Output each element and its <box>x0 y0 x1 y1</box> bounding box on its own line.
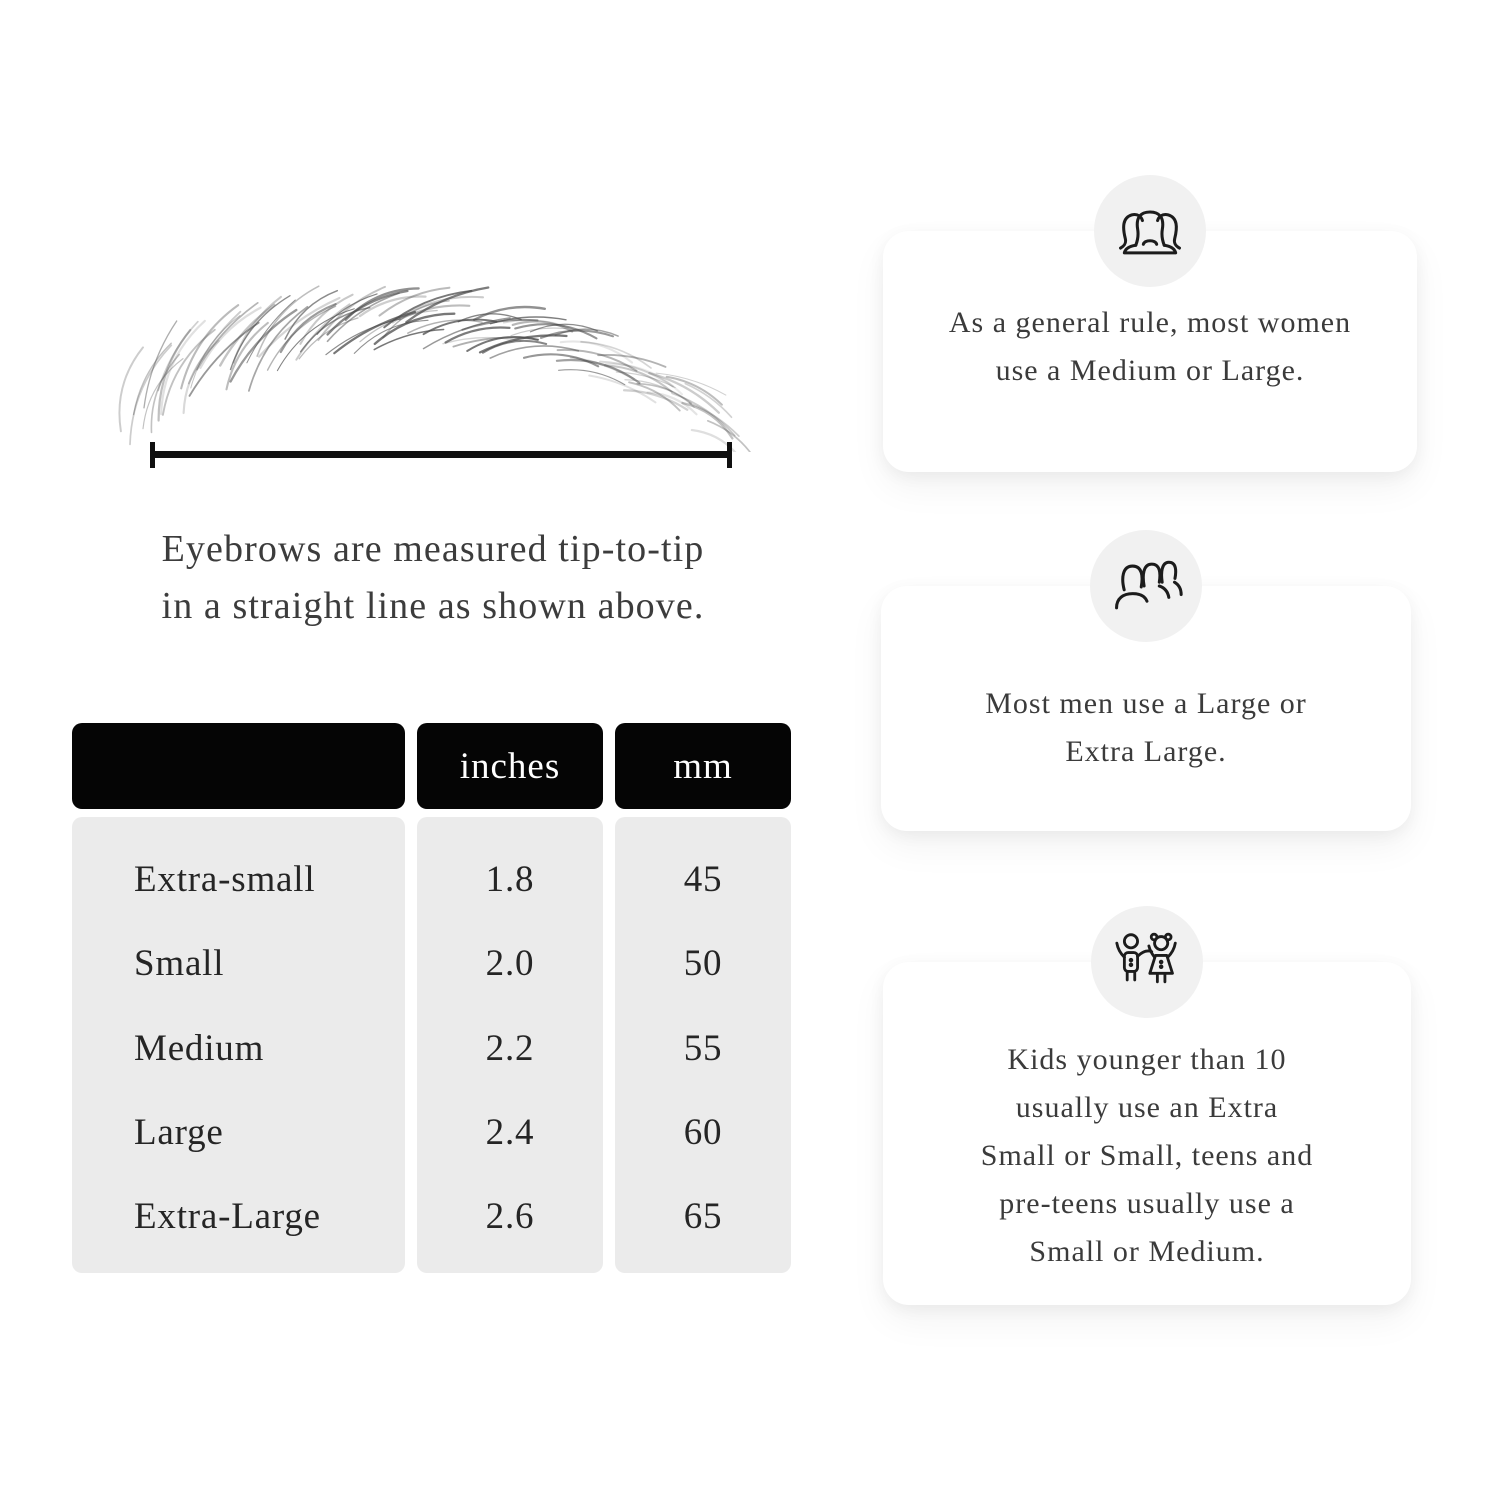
caption-line-2: in a straight line as shown above. <box>161 585 705 627</box>
men-group-icon <box>1108 555 1184 617</box>
icon-circle <box>1091 906 1203 1018</box>
table-cell-size: Extra-Large <box>134 1196 321 1238</box>
kids-icon <box>1109 929 1185 995</box>
info-card-women <box>883 231 1417 472</box>
icon-circle <box>1090 530 1202 642</box>
eyebrow-illustration <box>90 232 770 452</box>
size-table-column-mm <box>615 817 791 1273</box>
size-table-column-inches <box>417 817 603 1273</box>
table-cell-size: Extra-small <box>134 858 316 900</box>
card-text-line: Extra Large. <box>1065 735 1227 768</box>
card-text-line: Small or Small, teens and <box>980 1139 1314 1172</box>
table-cell-inches: 2.4 <box>485 1111 535 1153</box>
card-text-line: Most men use a Large or <box>985 687 1307 720</box>
size-table-column-sizes <box>72 817 405 1273</box>
card-text-line: pre-teens usually use a <box>999 1187 1295 1220</box>
size-table <box>72 723 791 1273</box>
table-cell-mm: 50 <box>683 943 723 985</box>
table-cell-mm: 55 <box>683 1027 723 1069</box>
caption-line-1: Eyebrows are measured tip-to-tip <box>161 528 705 570</box>
table-cell-size: Small <box>134 943 225 985</box>
measurement-caption <box>80 521 786 635</box>
table-cell-mm: 60 <box>683 1111 723 1153</box>
table-cell-size: Large <box>134 1111 224 1153</box>
card-text-line: Small or Medium. <box>1029 1235 1265 1268</box>
card-text-line: As a general rule, most women <box>948 306 1352 339</box>
table-cell-mm: 45 <box>683 858 723 900</box>
table-cell-inches: 2.0 <box>485 943 535 985</box>
measurement-line <box>150 442 732 468</box>
info-card-kids <box>883 962 1411 1305</box>
icon-circle <box>1094 175 1206 287</box>
size-table-header-inches: inches <box>417 723 603 809</box>
info-card-men <box>881 586 1411 831</box>
card-text-line: Kids younger than 10 <box>1007 1043 1287 1076</box>
women-group-icon <box>1112 200 1188 262</box>
card-text-line: usually use an Extra <box>1015 1091 1279 1124</box>
card-text-line: use a Medium or Large. <box>995 354 1305 387</box>
size-table-header-mm: mm <box>615 723 791 809</box>
table-cell-inches: 1.8 <box>485 858 535 900</box>
table-cell-inches: 2.2 <box>485 1027 535 1069</box>
size-table-header-blank <box>72 723 405 809</box>
table-cell-mm: 65 <box>683 1196 723 1238</box>
table-cell-size: Medium <box>134 1027 265 1069</box>
table-cell-inches: 2.6 <box>485 1196 535 1238</box>
